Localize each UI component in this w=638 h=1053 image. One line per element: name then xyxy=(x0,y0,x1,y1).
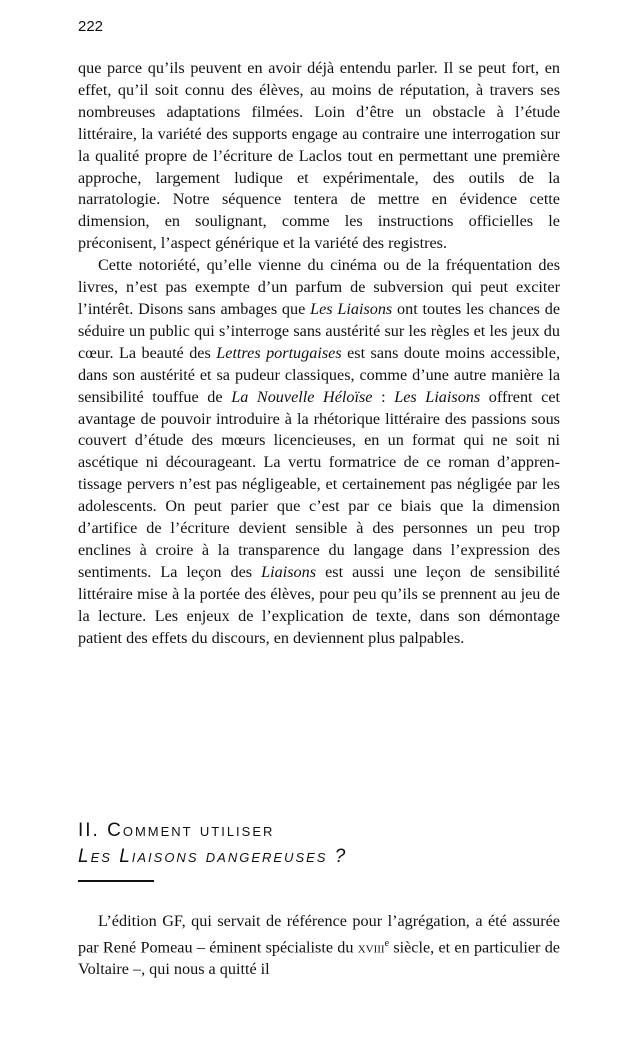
paragraph-text: offrent cet avantage de pouvoir introduire à la rhétorique littéraire des passions sous couvert d’étude des mœurs licencieuses, en un format qui ne soit ni ascétique ni décourageant. La vertu formatrice de ce roman d’apprentissage pervers n’est pas négligeable, et certainement pas négligée par les adolescents. On peut parier que c’est par ce biais que la dimension d’artifice de l’écriture devient sensible à des personnes un peu trop enclines à croire à la transparence du langage dans l’expression des sentiments. La leçon des xyxy=(78,387,561,581)
paragraph xyxy=(78,58,560,255)
page-number: 222 xyxy=(78,18,104,35)
paragraph-text: est aussi une leçon de sensibilité littéraire mise à la portée des élèves, pour peu qu’ils se prennent au jeu de la lecture. Les enjeux de l’explication de texte, dans son démontage patient des effets du discours, en deviennent plus palpables. xyxy=(78,562,560,647)
closing-paragraph xyxy=(78,911,560,981)
italic-title: Lettres portugaises xyxy=(216,343,342,362)
paragraph-text: : xyxy=(372,387,395,406)
paragraph-text: L’édition GF, qui servait de référence pour l’agrégation, a été assurée par René Pomeau – éminent spécialiste du xyxy=(78,912,560,957)
section-heading-line-2: Les Liaisons dangereuses ? xyxy=(78,846,348,867)
italic-title: Les Liaisons xyxy=(310,299,393,318)
paragraph-text: Cette notoriété, qu’elle vienne du cinéma ou de la fréquentation des livres, n’est pas exempte d’un parfum de subversion qui peut exciter l’intérêt. Disons sans ambages que xyxy=(78,256,560,318)
section-heading-line-1: II. Comment utiliser xyxy=(78,820,275,841)
body-text xyxy=(78,58,560,649)
heading-underline xyxy=(78,880,154,882)
italic-title: Liaisons xyxy=(261,562,317,581)
section-heading xyxy=(78,818,560,870)
paragraph-text: que parce qu’ils peuvent en avoir déjà entendu parler. Il se peut fort, en effet, qu’il soit connu des élèves, au moins de réputation, à travers ses nombreuses adaptations filmées. Loin d’être un obstacle à l’étude littéraire, la variété des supports engage au contraire une interrogation sur la qualité propre de l’écriture de Laclos tout en permettant une première approche, largement ludique et expérimentale, des outils de la narratologie. Notre séquence tentera de mettre en évidence cette dimension, en soulignant, comme les instructions officielles le préconisent, l’aspect générique et la variété des registres. xyxy=(78,59,560,253)
paragraph-text: siècle, et en particulier de Voltaire –, qui nous a quitté il xyxy=(78,938,560,979)
century-numeral: xviii xyxy=(357,938,385,957)
paragraph xyxy=(78,911,560,981)
paragraph-text: est sans doute moins accessible, dans son austérité et sa pudeur classiques, comme d’une autre manière la sensibilité touffue de xyxy=(78,343,560,406)
paragraph xyxy=(78,255,560,649)
italic-title: Les Liaisons xyxy=(394,387,481,406)
paragraph-text: ont toutes les chances de séduire un public qui s’interroge sans austérité sur les règles et les jeux du cœur. La beauté des xyxy=(78,299,560,362)
italic-title: La Nouvelle Héloïse xyxy=(231,387,373,406)
century-superscript: e xyxy=(384,937,390,949)
